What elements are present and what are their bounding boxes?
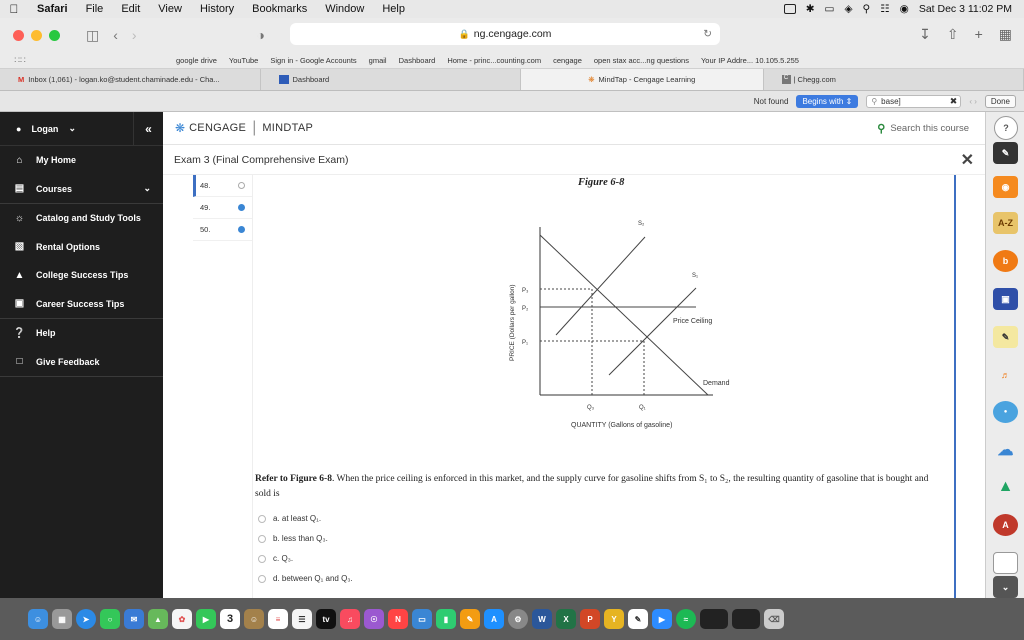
tab-dashboard[interactable] [261, 69, 522, 90]
mortarboard-icon: ▲ [14, 269, 25, 281]
wifi-icon[interactable]: ◈ [844, 3, 853, 15]
tab-label: Inbox (1,061) - logan.ko@student.chaminade.edu - Cha... [28, 75, 220, 84]
question-area [253, 175, 956, 598]
powerpoint-icon[interactable]: P [580, 609, 600, 629]
system-preferences-icon[interactable]: ⚙ [508, 609, 528, 629]
facetime-icon[interactable]: ▶ [196, 609, 216, 629]
briefcase-icon: ▣ [14, 298, 25, 310]
dashboard-icon [279, 75, 289, 84]
tab-label: | Chegg.com [793, 75, 836, 84]
p2-label: P₂ [522, 306, 529, 312]
favorite-link[interactable]: YouTube [228, 55, 259, 65]
user-icon: ● [16, 123, 22, 134]
question-item-49[interactable] [193, 197, 252, 219]
menu-file[interactable]: File [85, 3, 104, 15]
search-icon: ⚲ [877, 122, 886, 135]
privacy-shield-icon[interactable]: ◑ [256, 27, 266, 43]
exam-header [163, 145, 985, 175]
question-item-48[interactable] [193, 175, 252, 197]
share-icon[interactable]: ⇧ [946, 26, 959, 42]
sidebar-item-college-tips[interactable] [0, 261, 163, 290]
find-input[interactable] [866, 95, 961, 108]
answer-option-c[interactable] [258, 554, 293, 563]
launchpad-icon[interactable]: ▦ [52, 609, 72, 629]
find-bar [0, 91, 1024, 112]
favorite-link[interactable]: Sign in - Google Accounts [270, 55, 357, 65]
siri-icon[interactable]: ◉ [899, 3, 909, 15]
demand-curve [540, 235, 708, 395]
collapse-sidebar-button[interactable]: « [133, 112, 163, 146]
apple-tv-icon[interactable]: tv [316, 609, 336, 629]
sidebar-item-label: College Success Tips [36, 270, 129, 281]
glossary-icon[interactable]: A-Z [993, 212, 1018, 234]
app-store-icon[interactable]: A [484, 609, 504, 629]
sidebar-item-label: Courses [36, 183, 73, 194]
download-icon[interactable]: ↧ [919, 26, 931, 42]
radio-button[interactable] [258, 535, 266, 543]
radio-button[interactable] [258, 515, 266, 523]
zoom-window-button[interactable] [49, 30, 60, 41]
recent-window-icon[interactable] [732, 609, 760, 629]
menu-app-safari[interactable]: Safari [37, 3, 68, 15]
demand-label: Demand [703, 380, 730, 387]
sidebar-item-rental[interactable] [0, 233, 163, 262]
reminders-icon[interactable]: ≡ [268, 609, 288, 629]
help-icon: ❔ [13, 327, 26, 339]
calendar-icon[interactable]: 3 [220, 609, 240, 629]
chevron-down-icon[interactable]: ⌄ [993, 576, 1018, 598]
feedback-icon: □ [16, 356, 23, 368]
document-icon[interactable] [993, 552, 1018, 574]
status-dot-answered [238, 204, 245, 211]
option-label: b. less than Q₃. [273, 534, 328, 543]
figure-reference: Refer to Figure 6-8 [255, 474, 332, 484]
recent-window-icon[interactable] [700, 609, 728, 629]
menubar-clock[interactable]: Sat Dec 3 11:02 PM [918, 3, 1012, 15]
option-label: d. between Q₁ and Q₃. [273, 574, 353, 583]
sidebar-item-label: Career Success Tips [36, 298, 125, 309]
spotify-icon[interactable]: ≈ [676, 609, 696, 629]
keynote-icon[interactable]: ▭ [412, 609, 432, 629]
battery-icon[interactable]: ▭ [824, 3, 835, 15]
spotlight-icon[interactable]: ⚲ [862, 3, 871, 15]
compass-icon: ☼ [14, 212, 25, 224]
option-label: a. at least Q₁. [273, 514, 322, 523]
brand-header: ❋ CENGAGE | MINDTAP ⚲ Search this course [163, 112, 985, 145]
q1-label: Q₁ [639, 405, 646, 411]
textedit-icon[interactable]: ✎ [628, 609, 648, 629]
sidebar-item-help[interactable] [0, 319, 163, 348]
notebook-icon[interactable]: ▣ [993, 288, 1018, 310]
menu-window[interactable]: Window [325, 3, 365, 15]
favorite-link[interactable]: google drive [176, 55, 217, 65]
pencil-tool-icon[interactable]: ✎ [993, 142, 1018, 164]
p1-label: P₁ [522, 340, 529, 346]
finder-icon[interactable]: ☺ [28, 609, 48, 629]
book-icon: ▤ [14, 183, 25, 195]
y-axis-label: PRICE (Dollars per gallon) [509, 284, 516, 361]
reload-icon[interactable]: ↻ [703, 28, 712, 40]
sidebar-item-label: My Home [36, 155, 77, 166]
sidebar-item-my-home[interactable] [0, 146, 163, 175]
find-mode-select[interactable]: Begins with ⇕ [796, 95, 858, 108]
google-drive-icon[interactable]: ▲ [997, 478, 1014, 495]
user-name: Logan [31, 123, 59, 134]
status-app-icon[interactable] [784, 4, 796, 14]
app-dock-right [985, 112, 1024, 598]
chegg-icon: C [782, 75, 791, 84]
status-dot-answered [238, 226, 245, 233]
chevron-down-icon: ⌄ [143, 183, 151, 194]
safari-icon[interactable]: ➤ [76, 609, 96, 629]
browser-toolbar [0, 18, 1024, 52]
pages-icon[interactable]: ✎ [460, 609, 480, 629]
option-label: c. Q₃. [273, 554, 294, 563]
question-number: 48. [200, 181, 211, 190]
news-icon[interactable]: N [388, 609, 408, 629]
home-icon: ⌂ [16, 154, 23, 166]
question-number: 49. [200, 203, 211, 212]
mail-icon[interactable]: ✉ [124, 609, 144, 629]
word-icon[interactable]: W [532, 609, 552, 629]
rss-icon[interactable]: ◉ [993, 176, 1018, 198]
kaltura-icon[interactable]: ● [993, 401, 1018, 423]
cengage-favicon-icon: ❋ [588, 75, 595, 84]
lock-icon: 🔒 [458, 28, 470, 39]
answer-option-d[interactable] [258, 574, 353, 583]
zoom-icon[interactable]: ▶ [652, 609, 672, 629]
sidebar-item-catalog[interactable] [0, 204, 163, 233]
tab-bar [0, 69, 1024, 91]
find-status: Not found [753, 96, 789, 106]
messages-icon[interactable]: ○ [100, 609, 120, 629]
sidebar-toggle-icon[interactable]: ◫ [86, 26, 100, 43]
read-aloud-icon[interactable]: A [993, 514, 1018, 536]
cengage-logo-icon: ❋ [175, 121, 186, 135]
user-menu[interactable] [0, 123, 133, 134]
tab-label: MindTap - Cengage Learning [598, 75, 696, 84]
find-mode-label: Begins with [802, 96, 844, 106]
music-icon[interactable]: ♫ [340, 609, 360, 629]
contacts-icon[interactable]: ☺ [244, 609, 264, 629]
find-query: base] [881, 96, 901, 106]
product-name: MINDTAP [262, 122, 314, 134]
control-center-icon[interactable]: ☷ [880, 3, 890, 15]
radio-button[interactable] [258, 575, 266, 583]
question-item-50[interactable] [193, 219, 252, 241]
notes-app-icon[interactable]: ☰ [292, 609, 312, 629]
url-text: ng.cengage.com [473, 28, 552, 40]
supply-curve-s1 [609, 288, 696, 375]
sidebar-item-feedback[interactable] [0, 348, 163, 377]
figure-title: Figure 6-8 [578, 177, 625, 188]
sidebar-item-label: Catalog and Study Tools [36, 213, 141, 224]
menu-help[interactable]: Help [382, 3, 405, 15]
p3-label: P₃ [522, 288, 529, 294]
podcasts-icon[interactable]: ☉ [364, 609, 384, 629]
main-content [163, 112, 985, 598]
bluetooth-icon[interactable]: ✱ [805, 3, 815, 15]
answer-option-a[interactable] [258, 514, 321, 523]
sidebar-item-career-tips[interactable] [0, 290, 163, 319]
sidebar-item-label: Give Feedback [36, 356, 100, 367]
favorite-link[interactable]: gmail [368, 55, 387, 65]
apple-icon[interactable] [0, 2, 28, 16]
favorite-link[interactable]: Your IP Addre... 10.105.5.255 [700, 55, 799, 65]
rental-icon: ▧ [14, 241, 25, 253]
favorite-link[interactable]: open stax acc...ng questions [593, 55, 689, 65]
numbers-icon[interactable]: ▮ [436, 609, 456, 629]
sidebar [0, 112, 163, 598]
menu-history[interactable]: History [199, 3, 235, 15]
favorite-link[interactable]: Dashboard [398, 55, 436, 65]
question-text [255, 472, 940, 502]
back-icon[interactable]: ‹ [113, 27, 118, 43]
s2-label: S₂ [638, 221, 645, 227]
favorite-link[interactable]: Home - princ...counting.com [447, 55, 542, 65]
apps-grid-icon[interactable]: ∷∷ [14, 54, 26, 65]
gmail-icon: M [18, 75, 25, 84]
cloud-icon[interactable]: ☁ [997, 442, 1014, 459]
menu-edit[interactable]: Edit [121, 3, 141, 15]
excel-icon[interactable]: X [556, 609, 576, 629]
tab-label: Dashboard [292, 75, 330, 84]
favorite-link[interactable]: cengage [553, 55, 582, 65]
question-number: 50. [200, 225, 211, 234]
menu-bookmarks[interactable]: Bookmarks [252, 3, 308, 15]
tab-mindtap[interactable] [521, 69, 764, 90]
address-bar[interactable] [290, 23, 720, 45]
menu-bar [0, 0, 1024, 18]
chevron-down-icon: ⌄ [68, 123, 76, 133]
exam-title: Exam 3 (Final Comprehensive Exam) [174, 153, 349, 166]
maps-icon[interactable]: ▲ [148, 609, 168, 629]
sidebar-item-courses[interactable] [0, 175, 163, 204]
macos-dock [0, 598, 1024, 640]
supply-curve-s2 [556, 237, 645, 335]
question-list [193, 175, 253, 598]
find-done-button[interactable]: Done [985, 95, 1016, 108]
s1-label: S₁ [692, 273, 699, 279]
q3-label: Q₃ [587, 405, 595, 411]
tab-chegg[interactable] [764, 69, 1024, 90]
close-window-button[interactable] [13, 30, 24, 41]
x-axis-label: QUANTITY (Gallons of gasoline) [571, 422, 673, 429]
minimize-window-button[interactable] [31, 30, 42, 41]
answer-option-b[interactable] [258, 534, 328, 543]
yuzu-icon[interactable]: Y [604, 609, 624, 629]
sidebar-item-label: Rental Options [36, 241, 101, 252]
sidebar-item-label: Help [36, 328, 56, 339]
tab-overview-icon[interactable]: ▦ [998, 26, 1012, 42]
audio-icon[interactable]: ♬ [1001, 370, 1010, 380]
new-tab-icon[interactable]: + [974, 26, 983, 42]
search-icon: ⚲ [871, 96, 878, 106]
trash-icon[interactable]: ⌫ [764, 609, 784, 629]
help-icon[interactable]: ? [994, 116, 1018, 140]
radio-button[interactable] [258, 555, 266, 563]
cengage-app-icon[interactable]: b [993, 250, 1018, 272]
course-search[interactable] [877, 122, 969, 135]
question-body: . When the price ceiling is enforced in this market, and the supply curve for gasoline shifts from S₁ to S₂, the resulting quantity of gasoline that is bought and sold is [255, 474, 929, 499]
status-dot-unanswered [238, 182, 245, 189]
course-search-label: Search this course [890, 122, 969, 134]
menu-view[interactable]: View [158, 3, 182, 15]
photos-icon[interactable]: ✿ [172, 609, 192, 629]
brand-name: CENGAGE [189, 122, 247, 134]
supply-demand-figure [253, 175, 956, 455]
close-icon[interactable]: ✕ [960, 151, 974, 169]
forward-icon[interactable]: › [131, 27, 137, 43]
tab-gmail[interactable] [0, 69, 261, 90]
find-prev-next-icon[interactable]: ‹ › [969, 96, 977, 106]
notes-icon[interactable]: ✎ [993, 326, 1018, 348]
clear-icon[interactable]: ✖ [949, 95, 958, 106]
favorites-bar [0, 52, 1024, 69]
price-ceiling-label: Price Ceiling [673, 318, 713, 325]
